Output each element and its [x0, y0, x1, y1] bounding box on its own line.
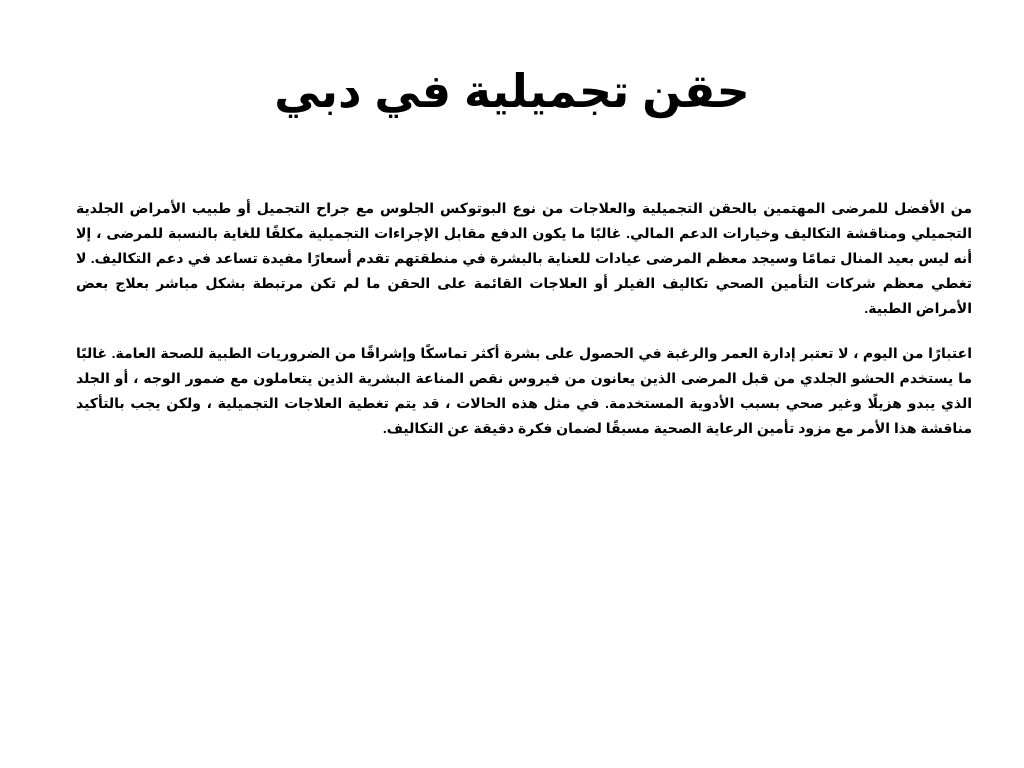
slide-title: حقن تجميلية في دبي: [274, 65, 750, 117]
paragraph-2: اعتبارًا من اليوم ، لا تعتبر إدارة العمر والرغبة في الحصول على بشرة أكثر تماسكًا وإشراقًا من الضروريات الطبية للصحة العامة. غالبًا ما يستخدم الحشو الجلدي من قبل المرضى الذين يعانون من فيروس نقص المناعة البشرية الذين يتعاملون مع ضمور الوجه ، أو الجلد الذي يبدو هزيلًا وغير صحي بسبب الأدوية المستخدمة. في مثل هذه الحالات ، قد يتم تغطية العلاجات التجميلية ، ولكن يجب بالتأكيد مناقشة هذا الأمر مع مزود تأمين الرعاية الصحية مسبقًا لضمان فكرة دقيقة عن التكاليف.: [76, 345, 972, 436]
paragraph-1: من الأفضل للمرضى المهتمين بالحقن التجميلية والعلاجات من نوع البوتوكس الجلوس مع جراح التجميل أو طبيب الأمراض الجلدية التجميلي ومناقشة التكاليف وخيارات الدعم المالي. غالبًا ما يكون الدفع مقابل الإجراءات التجميلية مكلفًا للغاية بالنسبة للمرضى ، إلا أنه ليس بعيد المنال تمامًا وسيجد معظم المرضى عيادات للعناية بالبشرة في منطقتهم تقدم أسعارًا مفيدة تساعد في دعم التكاليف. لا تغطي معظم شركات التأمين الصحي تكاليف الفيلر أو العلاجات القائمة على الحقن ما لم تكن مرتبطة بشكل مباشر بعلاج بعض الأمراض الطبية.: [76, 200, 972, 316]
slide-body: [76, 196, 972, 461]
